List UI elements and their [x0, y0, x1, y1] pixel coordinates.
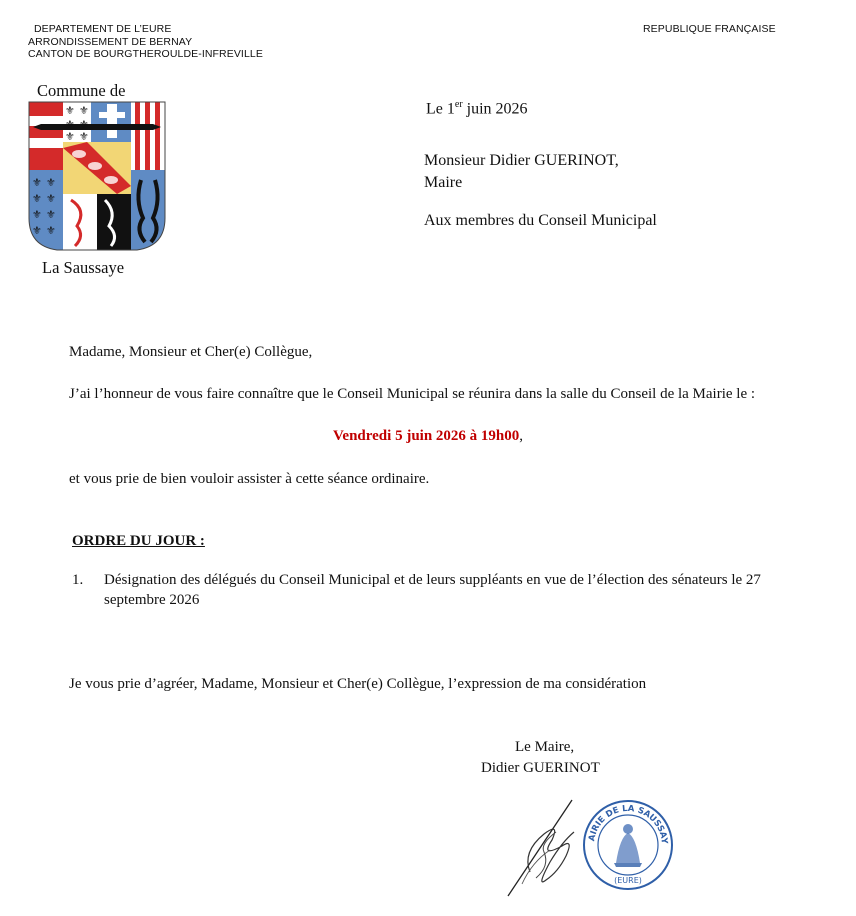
svg-text:⚜: ⚜: [46, 208, 56, 221]
svg-text:(EURE): (EURE): [614, 876, 642, 885]
svg-text:⚜: ⚜: [46, 176, 56, 189]
agenda-item: [72, 570, 822, 610]
letter-date: Le 1er juin 2026: [426, 99, 528, 118]
agenda-item-number: 1.: [72, 572, 84, 588]
date-superscript: er: [454, 99, 463, 110]
svg-text:⚜: ⚜: [79, 118, 89, 131]
svg-text:⚜: ⚜: [65, 104, 75, 117]
agenda-item-text: Désignation des délégués du Conseil Municipal et de leurs suppléants en vue de l’élection des sénateurs le 27 septembre 2026: [104, 572, 761, 608]
crest-top-label: Commune de: [37, 81, 126, 100]
svg-text:⚜: ⚜: [32, 192, 42, 205]
intro-paragraph: J’ai l’honneur de vous faire connaître que le Conseil Municipal se réunira dans la salle du Conseil de la Mairie le :: [69, 386, 756, 402]
svg-text:⚜: ⚜: [46, 192, 56, 205]
crest-bottom-label: La Saussaye: [42, 258, 125, 277]
header-canton: CANTON DE BOURGTHEROULDE-INFREVILLE: [28, 48, 263, 60]
recipient: Aux membres du Conseil Municipal: [424, 212, 657, 229]
signature-title: Le Maire,: [515, 739, 575, 755]
sender-block: [424, 150, 619, 194]
signature-name: Didier GUERINOT: [481, 760, 600, 776]
salutation: Madame, Monsieur et Cher(e) Collègue,: [69, 344, 313, 360]
department-header: [28, 23, 263, 61]
agenda-heading: ORDRE DU JOUR :: [72, 533, 205, 549]
republic-header: REPUBLIQUE FRANÇAISE: [643, 23, 776, 35]
svg-text:⚜: ⚜: [32, 208, 42, 221]
handwritten-signature: [500, 792, 590, 902]
svg-text:⚜: ⚜: [65, 130, 75, 143]
svg-text:⚜: ⚜: [79, 104, 89, 117]
svg-text:MAIRIE DE LA SAUSSAYE: AIRIE DE LA SAUSSAY: [587, 803, 670, 845]
official-stamp: [580, 797, 676, 893]
sender-title: Maire: [424, 174, 463, 191]
request-paragraph: et vous prie de bien vouloir assister à cette séance ordinaire.: [69, 471, 430, 487]
header-department: DEPARTEMENT DE L’EURE: [34, 23, 172, 35]
svg-text:⚜: ⚜: [65, 118, 75, 131]
svg-text:⚜: ⚜: [46, 224, 56, 237]
sender-name: Monsieur Didier GUERINOT,: [424, 152, 619, 169]
svg-text:⚜: ⚜: [32, 224, 42, 237]
meeting-date: Vendredi 5 juin 2026 à 19h00,: [332, 428, 524, 444]
closing-paragraph: Je vous prie d’agréer, Madame, Monsieur et Cher(e) Collègue, l’expression de ma considération: [69, 676, 647, 692]
header-arrondissement: ARRONDISSEMENT DE BERNAY: [28, 35, 193, 48]
svg-text:⚜: ⚜: [79, 130, 89, 143]
coat-of-arms: [27, 100, 167, 252]
svg-text:⚜: ⚜: [32, 176, 42, 189]
